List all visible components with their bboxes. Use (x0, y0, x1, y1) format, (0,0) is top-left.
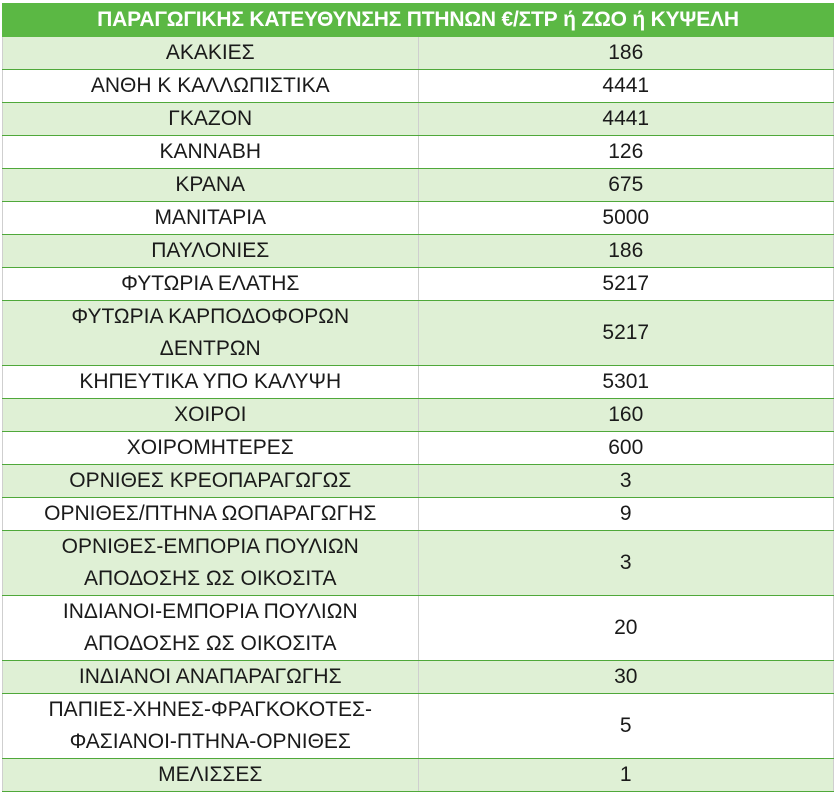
item-name: ΟΡΝΙΘΕΣ ΚΡΕΟΠΑΡΑΓΩΓΩΣ (3, 465, 419, 498)
item-value: 186 (418, 235, 834, 268)
item-value: 3 (418, 531, 834, 596)
table-row (3, 70, 834, 103)
table-row (3, 465, 834, 498)
item-value: 4441 (418, 70, 834, 103)
table-row (3, 531, 834, 596)
table-row (3, 37, 834, 70)
item-name: ΙΝΔΙΑΝΟΙ-ΕΜΠΟΡΙΑ ΠΟΥΛΙΩΝ ΑΠΟΔΟΣΗΣ ΩΣ ΟΙΚΟΣΙΤΑ (3, 596, 419, 661)
table-row (3, 399, 834, 432)
item-name: ΠΑΥΛΟΝΙΕΣ (3, 235, 419, 268)
item-name: ΜΕΛΙΣΣΕΣ (3, 759, 419, 792)
table-row (3, 759, 834, 792)
item-value: 30 (418, 661, 834, 694)
item-name: ΜΑΝΙΤΑΡΙΑ (3, 202, 419, 235)
item-value: 4441 (418, 103, 834, 136)
price-table-container (2, 3, 834, 792)
table-row (3, 661, 834, 694)
table-row (3, 596, 834, 661)
table-row (3, 103, 834, 136)
item-value: 9 (418, 498, 834, 531)
item-name: ΟΡΝΙΘΕΣ-ΕΜΠΟΡΙΑ ΠΟΥΛΙΩΝ ΑΠΟΔΟΣΗΣ ΩΣ ΟΙΚΟΣΙΤΑ (3, 531, 419, 596)
item-value: 675 (418, 169, 834, 202)
table-row (3, 432, 834, 465)
item-value: 5000 (418, 202, 834, 235)
item-value: 5301 (418, 366, 834, 399)
table-row (3, 235, 834, 268)
item-value: 126 (418, 136, 834, 169)
table-row (3, 301, 834, 366)
item-name: ΚΡΑΝΑ (3, 169, 419, 202)
table-row (3, 366, 834, 399)
table-row (3, 268, 834, 301)
item-name: ΓΚΑΖΟΝ (3, 103, 419, 136)
item-value: 600 (418, 432, 834, 465)
item-name: ΚΗΠΕΥΤΙΚΑ ΥΠΟ ΚΑΛΥΨΗ (3, 366, 419, 399)
table-row (3, 136, 834, 169)
item-name: ΑΚΑΚΙΕΣ (3, 37, 419, 70)
item-value: 20 (418, 596, 834, 661)
table-row (3, 169, 834, 202)
item-name: ΦΥΤΩΡΙΑ ΚΑΡΠΟΔΟΦΟΡΩΝ ΔΕΝΤΡΩΝ (3, 301, 419, 366)
item-name: ΚΑΝΝΑΒΗ (3, 136, 419, 169)
item-name: ΧΟΙΡΟΙ (3, 399, 419, 432)
table-header-row (3, 4, 834, 37)
item-name: ΙΝΔΙΑΝΟΙ ΑΝΑΠΑΡΑΓΩΓΗΣ (3, 661, 419, 694)
item-value: 3 (418, 465, 834, 498)
item-value: 5217 (418, 301, 834, 366)
table-header: ΠΑΡΑΓΩΓΙΚΗΣ ΚΑΤΕΥΘΥΝΣΗΣ ΠΤΗΝΩΝ €/ΣΤΡ ή ΖΩΟ ή ΚΥΨΕΛΗ (3, 4, 834, 37)
item-name: ΦΥΤΩΡΙΑ ΕΛΑΤΗΣ (3, 268, 419, 301)
table-row (3, 202, 834, 235)
table-row (3, 694, 834, 759)
item-name: ΠΑΠΙΕΣ-ΧΗΝΕΣ-ΦΡΑΓΚΟΚΟΤΕΣ-ΦΑΣΙΑΝΟΙ-ΠΤΗΝΑ-ΟΡΝΙΘΕΣ (3, 694, 419, 759)
item-name: ΑΝΘΗ Κ ΚΑΛΛΩΠΙΣΤΙΚΑ (3, 70, 419, 103)
item-value: 1 (418, 759, 834, 792)
price-table (2, 3, 834, 792)
item-value: 160 (418, 399, 834, 432)
item-value: 186 (418, 37, 834, 70)
item-value: 5 (418, 694, 834, 759)
item-name: ΟΡΝΙΘΕΣ/ΠΤΗΝΑ ΩΟΠΑΡΑΓΩΓΗΣ (3, 498, 419, 531)
table-row (3, 498, 834, 531)
item-name: ΧΟΙΡΟΜΗΤΕΡΕΣ (3, 432, 419, 465)
item-value: 5217 (418, 268, 834, 301)
